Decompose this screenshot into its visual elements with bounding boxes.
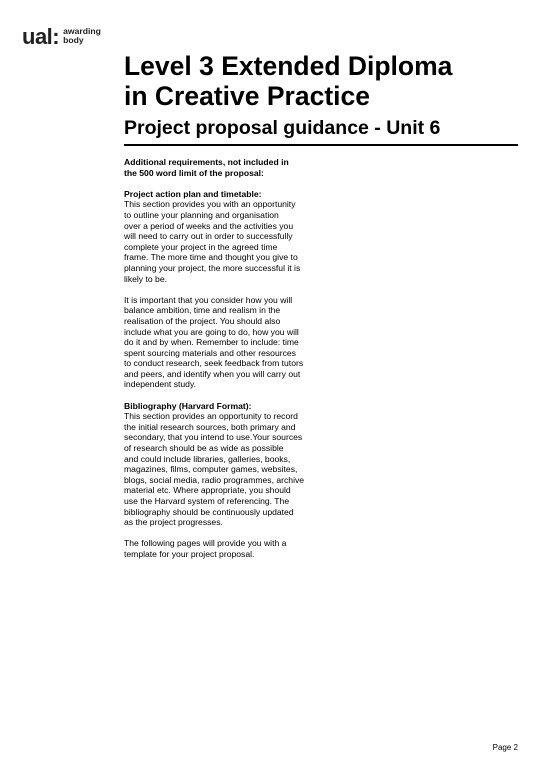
- action-plan-paragraph-1: [124, 199, 324, 284]
- text-line: frame. The more time and thought you give to: [124, 252, 298, 263]
- intro-note: [124, 157, 324, 178]
- page-title: [124, 51, 524, 111]
- text-line: blogs, social media, radio programmes, archive: [124, 474, 305, 485]
- intro-note-line-2: the 500 word limit of the proposal:: [124, 167, 264, 178]
- text-line: spent sourcing materials and other resources: [124, 347, 296, 358]
- page-number: Page 2: [492, 743, 518, 752]
- logo-subtext-line-2: body: [63, 35, 84, 45]
- intro-note-line-1: Additional requirements, not included in: [124, 157, 289, 167]
- text-line: material etc. Where appropriate, you should: [124, 485, 291, 496]
- logo-subtext: [63, 27, 101, 45]
- text-line: to outline your planning and organisation: [124, 209, 279, 220]
- text-line: magazines, films, computer games, websites,: [124, 464, 298, 475]
- logo-subtext-line-1: awarding: [63, 26, 101, 36]
- text-line: use the Harvard system of referencing. The: [124, 496, 290, 506]
- text-line: complete your project in the agreed time: [124, 241, 278, 252]
- bibliography-paragraph-1: [124, 411, 324, 528]
- text-line: over a period of weeks and the activities you: [124, 220, 294, 231]
- text-line: bibliography should be continuously updated: [124, 506, 294, 517]
- text-line: to conduct research, seek feedback from tutors: [124, 358, 304, 369]
- section-heading-bibliography: Bibliography (Harvard Format):: [124, 400, 252, 411]
- text-line: balance ambition, time and realism in the: [124, 305, 281, 316]
- text-line: independent study.: [124, 379, 196, 390]
- page-title-line-2: in Creative Practice: [124, 81, 370, 111]
- text-line: of research should be as wide as possible: [124, 443, 284, 454]
- logo-mark: ual:: [22, 24, 60, 49]
- text-line: the initial research sources, both primary and: [124, 421, 296, 432]
- text-line: This section provides you with an opportunity: [124, 199, 296, 210]
- title-divider: [124, 144, 518, 146]
- text-line: realisation of the project. You should also: [124, 315, 281, 326]
- text-line: and peers, and identify when you will carry out: [124, 368, 301, 379]
- text-line: will need to carry out in order to successfully: [124, 231, 293, 242]
- text-line: as the project progresses.: [124, 517, 223, 528]
- text-line: do it and by when. Remember to include: time: [124, 337, 299, 348]
- text-line: This section provides an opportunity to record: [124, 411, 298, 422]
- page-subtitle: Project proposal guidance - Unit 6: [124, 117, 441, 139]
- text-line: secondary, that you intend to use.Your sources: [124, 432, 303, 443]
- section-heading-action-plan: Project action plan and timetable:: [124, 188, 262, 199]
- text-line: The following pages will provide you with a: [124, 538, 287, 549]
- text-line: and could include libraries, galleries, books,: [124, 453, 291, 464]
- closing-paragraph: [124, 538, 324, 559]
- text-line: It is important that you consider how you will: [124, 294, 293, 305]
- action-plan-paragraph-2: [124, 295, 324, 390]
- text-line: template for your project proposal.: [124, 548, 255, 559]
- page-title-line-1: Level 3 Extended Diploma: [124, 51, 453, 81]
- document-body: [124, 157, 324, 560]
- text-line: planning your project, the more successful it is: [124, 262, 301, 273]
- text-line: likely to be.: [124, 273, 167, 284]
- ual-awarding-body-logo: [22, 26, 101, 48]
- text-line: include what you are going to do, how you will: [124, 326, 299, 337]
